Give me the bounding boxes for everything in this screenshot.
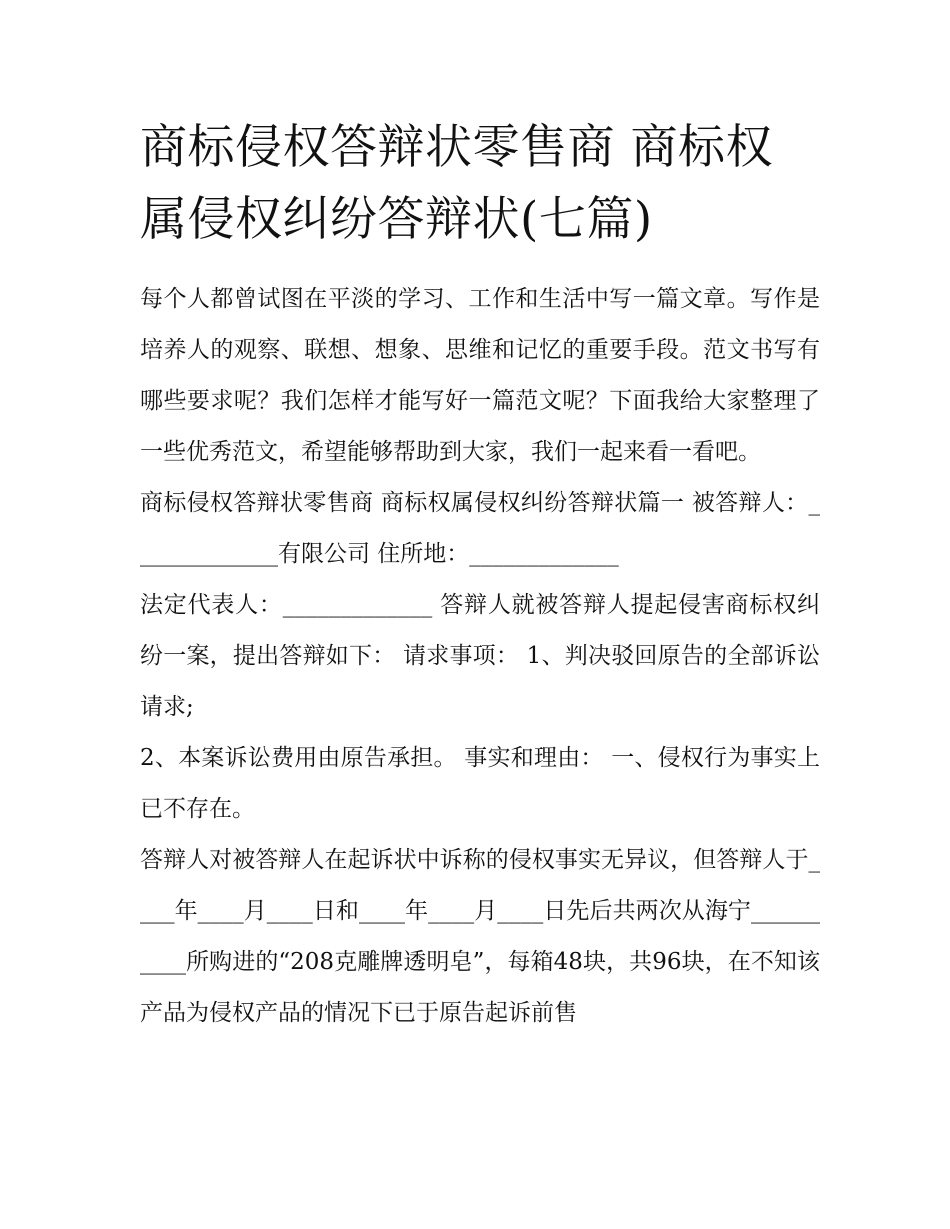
document-body [140, 274, 820, 1039]
costs-paragraph: 2、本案诉讼费用由原告承担。 事实和理由： 一、侵权行为事实上已不存在。 [140, 745, 820, 822]
facts-paragraph: 答辩人对被答辩人在起诉状中诉称的侵权事实无异议，但答辩人于____年____月____日和____年____月____日先后共两次从海宁__________所购进的“208克雕牌透明皂”，每箱48块，共96块，在不知该产品为侵权产品的情况下已于原告起诉前售 [140, 847, 820, 1026]
document-title: 商标侵权答辩状零售商 商标权属侵权纠纷答辩状(七篇) [140, 120, 773, 247]
intro-paragraph: 每个人都曾试图在平淡的学习、工作和生活中写一篇文章。写作是培养人的观察、联想、想象、思维和记忆的重要手段。范文书写有哪些要求呢？我们怎样才能写好一篇范文呢？下面我给大家整理了一些优秀范文，希望能够帮助到大家，我们一起来看一看吧。 [140, 286, 820, 465]
legal-representative-paragraph: 法定代表人：_____________ 答辩人就被答辩人提起侵害商标权纠纷一案，提出答辩如下： 请求事项： 1、判决驳回原告的全部诉讼请求; [140, 592, 820, 720]
respondent-paragraph: 商标侵权答辩状零售商 商标权属侵权纠纷答辩状篇一 被答辩人：_____________有限公司 住所地：_____________ [140, 490, 820, 567]
document-page [140, 112, 820, 1039]
